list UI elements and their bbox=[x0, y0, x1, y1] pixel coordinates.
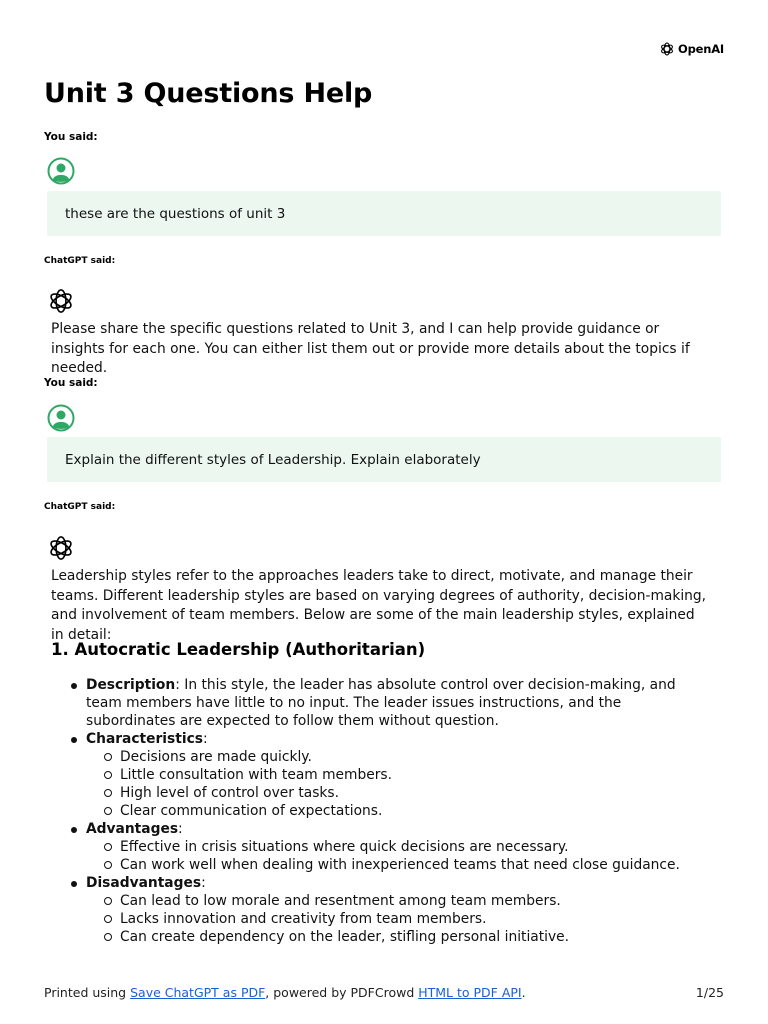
item-label: Advantages bbox=[86, 821, 179, 837]
sub-list-item: Little consultation with team members. bbox=[51, 766, 711, 784]
list-item-advantages: Advantages: bbox=[51, 820, 711, 838]
speaker-label-user: You said: bbox=[44, 131, 98, 143]
leadership-detail-list bbox=[51, 676, 711, 946]
page-title: Unit 3 Questions Help bbox=[44, 78, 373, 109]
user-message-bubble bbox=[47, 191, 721, 236]
list-item-characteristics: Characteristics: bbox=[51, 730, 711, 748]
sub-list-item: Clear communication of expectations. bbox=[51, 802, 711, 820]
user-message-text: these are the questions of unit 3 bbox=[65, 205, 286, 222]
item-text: : In this style, the leader has absolute control over decision-making, and team members have little to no input. The leader issues instructions, and the subordinates are expected to follow them without question. bbox=[86, 677, 676, 729]
list-item-disadvantages: Disadvantages: bbox=[51, 874, 711, 892]
list-item-description bbox=[51, 676, 711, 730]
speaker-label-assistant: ChatGPT said: bbox=[44, 256, 116, 266]
openai-logo-icon bbox=[659, 41, 675, 57]
assistant-message-text: Leadership styles refer to the approaches leaders take to direct, motivate, and manage their teams. Different leadership styles are based on varying degrees of authority, decision-making, and involvement of team members. Below are some of the main leadership styles, explained in detail: bbox=[51, 568, 707, 643]
user-message-bubble bbox=[47, 437, 721, 482]
brand-header bbox=[659, 41, 724, 57]
print-footer: Printed using Save ChatGPT as PDF, powered by PDFCrowd HTML to PDF API. bbox=[44, 985, 526, 1000]
assistant-message-text: Please share the specific questions related to Unit 3, and I can help provide guidance or insights for each one. You can either list them out or provide more details about the topics if needed. bbox=[51, 321, 690, 376]
speaker-label-user: You said: bbox=[44, 377, 98, 389]
sub-list-item: Can work well when dealing with inexperienced teams that need close guidance. bbox=[51, 856, 711, 874]
sub-list-item: Decisions are made quickly. bbox=[51, 748, 711, 766]
save-chatgpt-as-pdf-link[interactable]: Save ChatGPT as PDF bbox=[130, 985, 266, 1000]
sub-list-item: Effective in crisis situations where quick decisions are necessary. bbox=[51, 838, 711, 856]
speaker-label-assistant: ChatGPT said: bbox=[44, 502, 116, 512]
sub-list-item: Lacks innovation and creativity from team members. bbox=[51, 910, 711, 928]
user-avatar-icon bbox=[47, 404, 75, 432]
sub-list-item: Can lead to low morale and resentment among team members. bbox=[51, 892, 711, 910]
item-label: Description bbox=[86, 677, 176, 693]
chatgpt-logo-icon bbox=[47, 534, 75, 562]
item-label: Disadvantages bbox=[86, 875, 202, 891]
brand-name: OpenAI bbox=[678, 42, 724, 56]
section-heading: 1. Autocratic Leadership (Authoritarian) bbox=[51, 640, 426, 659]
sub-list-item: High level of control over tasks. bbox=[51, 784, 711, 802]
sub-list-item: Can create dependency on the leader, stifling personal initiative. bbox=[51, 928, 711, 946]
user-avatar-icon bbox=[47, 157, 75, 185]
item-label: Characteristics bbox=[86, 731, 203, 747]
chatgpt-logo-icon bbox=[47, 287, 75, 315]
user-message-text: Explain the different styles of Leadership. Explain elaborately bbox=[65, 451, 481, 468]
html-to-pdf-api-link[interactable]: HTML to PDF API bbox=[418, 985, 522, 1000]
page-number: 1/25 bbox=[695, 985, 724, 1000]
